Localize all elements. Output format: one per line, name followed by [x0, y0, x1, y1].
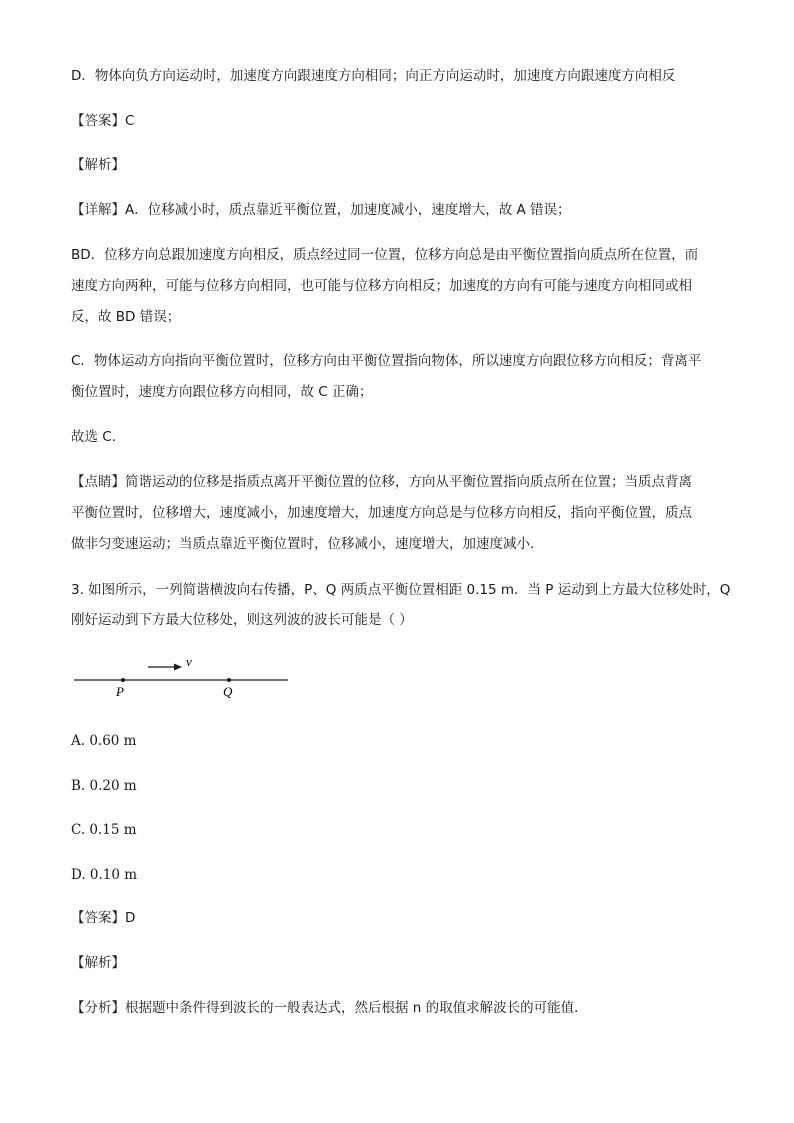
option-b: B. 0.20 m — [71, 778, 137, 794]
insight-line-2: 平衡位置时，位移增大，速度减小，加速度增大，加速度方向总是与位移方向相反，指向平衡位置，质点 — [71, 505, 692, 521]
detail-bd-line-3: 反，故 BD 错误； — [71, 309, 181, 325]
analysis-summary: 【分析】根据题中条件得到波长的一般表达式，然后根据 n 的取值求解波长的可能值． — [71, 1000, 588, 1016]
option-d: D. 0.10 m — [71, 867, 138, 883]
question-3-line-2: 刚好运动到下方最大位移处，则这列波的波长可能是（ ） — [71, 612, 413, 628]
insight-line-1: 【点睛】简谐运动的位移是指质点离开平衡位置的位移，方向从平衡位置指向质点所在位置；当质点背离 — [71, 474, 692, 490]
analysis-heading-q2: 【解析】 — [71, 157, 125, 173]
detail-bd-line-1: BD．位移方向总跟加速度方向相反，质点经过同一位置，位移方向总是由平衡位置指向质点所在位置，而 — [71, 247, 699, 263]
answer-label-q2: 【答案】C — [71, 113, 135, 129]
label-v: v — [186, 654, 192, 669]
insight-line-3: 做非匀变速运动；当质点靠近平衡位置时，位移减小，速度增大，加速度减小. — [71, 536, 535, 552]
label-p: P — [116, 684, 124, 699]
detail-c-line-2: 衡位置时，速度方向跟位移方向相同，故 C 正确； — [71, 384, 373, 400]
option-c: C. 0.15 m — [71, 822, 137, 838]
analysis-heading-q3: 【解析】 — [71, 955, 125, 971]
point-q-dot — [227, 678, 231, 682]
detail-c-line-1: C．物体运动方向指向平衡位置时，位移方向由平衡位置指向物体，所以速度方向跟位移方向相反；背离平 — [71, 353, 702, 369]
velocity-arrow-icon — [174, 664, 182, 671]
detail-paragraph-a: 【详解】A．位移减小时，质点靠近平衡位置，加速度减小，速度增大，故 A 错误； — [71, 202, 571, 218]
point-p-dot — [121, 678, 125, 682]
answer-label-q3: 【答案】D — [71, 910, 136, 926]
label-q: Q — [223, 684, 233, 699]
conclusion-line: 故选 C. — [71, 429, 117, 445]
detail-bd-line-2: 速度方向两种，可能与位移方向相同，也可能与位移方向相反；加速度的方向有可能与速度方向相同或相 — [71, 278, 692, 294]
option-d-text: D．物体向负方向运动时，加速度方向跟速度方向相同；向正方向运动时，加速度方向跟速度方向相反 — [71, 68, 676, 84]
question-3-line-1: 3. 如图所示，一列简谐横波向右传播，P、Q 两质点平衡位置相距 0.15 m．当 P 运动到上方最大位移处时，Q — [71, 582, 731, 598]
wave-diagram — [70, 650, 300, 705]
option-a: A. 0.60 m — [71, 733, 137, 749]
